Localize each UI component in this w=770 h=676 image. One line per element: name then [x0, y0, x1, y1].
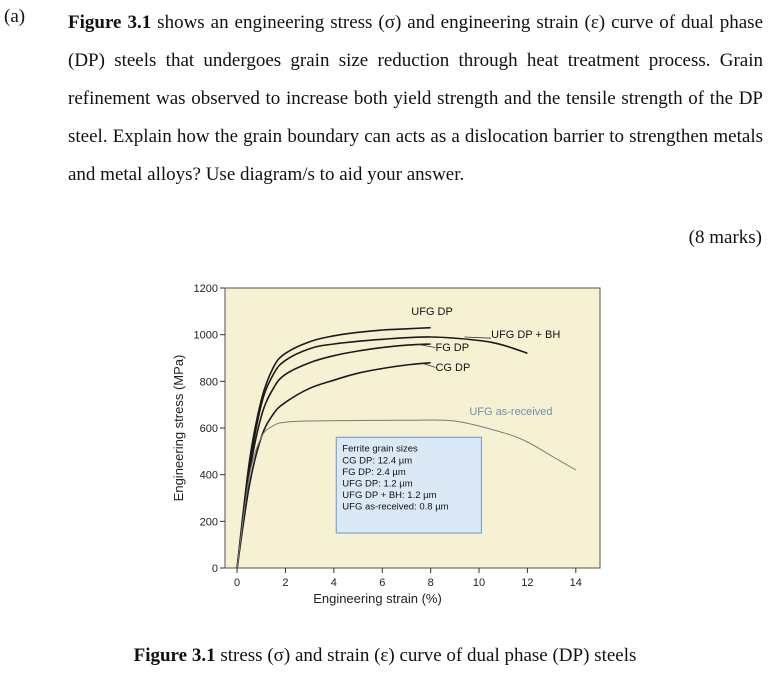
- legend-item: UFG DP: 1.2 µm: [342, 478, 413, 490]
- series-label-ufg-as-received: UFG as-received: [469, 406, 553, 419]
- legend-item: UFG DP + BH: 1.2 µm: [342, 489, 437, 501]
- legend-item: UFG as-received: 0.8 µm: [342, 501, 449, 513]
- y-tick-label: 200: [199, 516, 218, 529]
- x-tick-label: 14: [569, 577, 582, 589]
- chart-svg: [165, 278, 615, 618]
- x-tick-label: 2: [282, 577, 289, 589]
- x-tick-label: 10: [472, 577, 486, 589]
- legend-item: CG DP: 12.4 µm: [342, 455, 413, 467]
- caption-figure-ref: Figure 3.1: [133, 645, 216, 666]
- series-label-fg-dp: FG DP: [435, 342, 470, 354]
- y-tick-label: 600: [199, 423, 218, 435]
- y-tick-label: 0: [211, 563, 218, 575]
- legend-item: FG DP: 2.4 µm: [342, 466, 406, 478]
- question-label: (a): [4, 6, 26, 27]
- x-tick-label: 6: [379, 577, 386, 589]
- series-label-cg-dp: CG DP: [435, 361, 471, 374]
- series-label-ufg-dp-bh: UFG DP + BH: [491, 329, 561, 342]
- series-label-ufg-dp: UFG DP: [411, 305, 453, 318]
- x-tick-label: 4: [330, 577, 337, 589]
- y-axis-label: Engineering stress (MPa): [171, 354, 186, 502]
- marks-label: (8 marks): [688, 227, 762, 248]
- stress-strain-chart: [165, 278, 615, 618]
- x-tick-label: 0: [234, 577, 241, 589]
- figure-reference: Figure 3.1: [68, 12, 152, 33]
- x-axis-label: Engineering strain (%): [313, 591, 442, 606]
- question-body: shows an engineering stress (σ) and engineering strain (ε) curve of dual phase (DP) steels that undergoes grain size reduction through heat treatment process. Grain refinement was observed to increase both yield strength and the tensile strength of the DP steel. Explain how the grain boundary can acts as a dislocation barrier to strengthen metals and metal alloys? Use diagram/s to aid your answer.: [68, 12, 763, 185]
- y-tick-label: 400: [199, 469, 218, 482]
- question-text: [68, 4, 763, 194]
- caption-text: stress (σ) and strain (ε) curve of dual phase (DP) steels: [215, 645, 637, 666]
- figure-caption: [0, 645, 770, 667]
- x-tick-label: 12: [521, 577, 534, 589]
- y-tick-label: 800: [199, 376, 218, 389]
- y-tick-label: 1200: [193, 283, 218, 295]
- x-tick-label: 8: [427, 577, 434, 589]
- legend-title: Ferrite grain sizes: [342, 443, 418, 455]
- y-tick-label: 1000: [193, 329, 218, 342]
